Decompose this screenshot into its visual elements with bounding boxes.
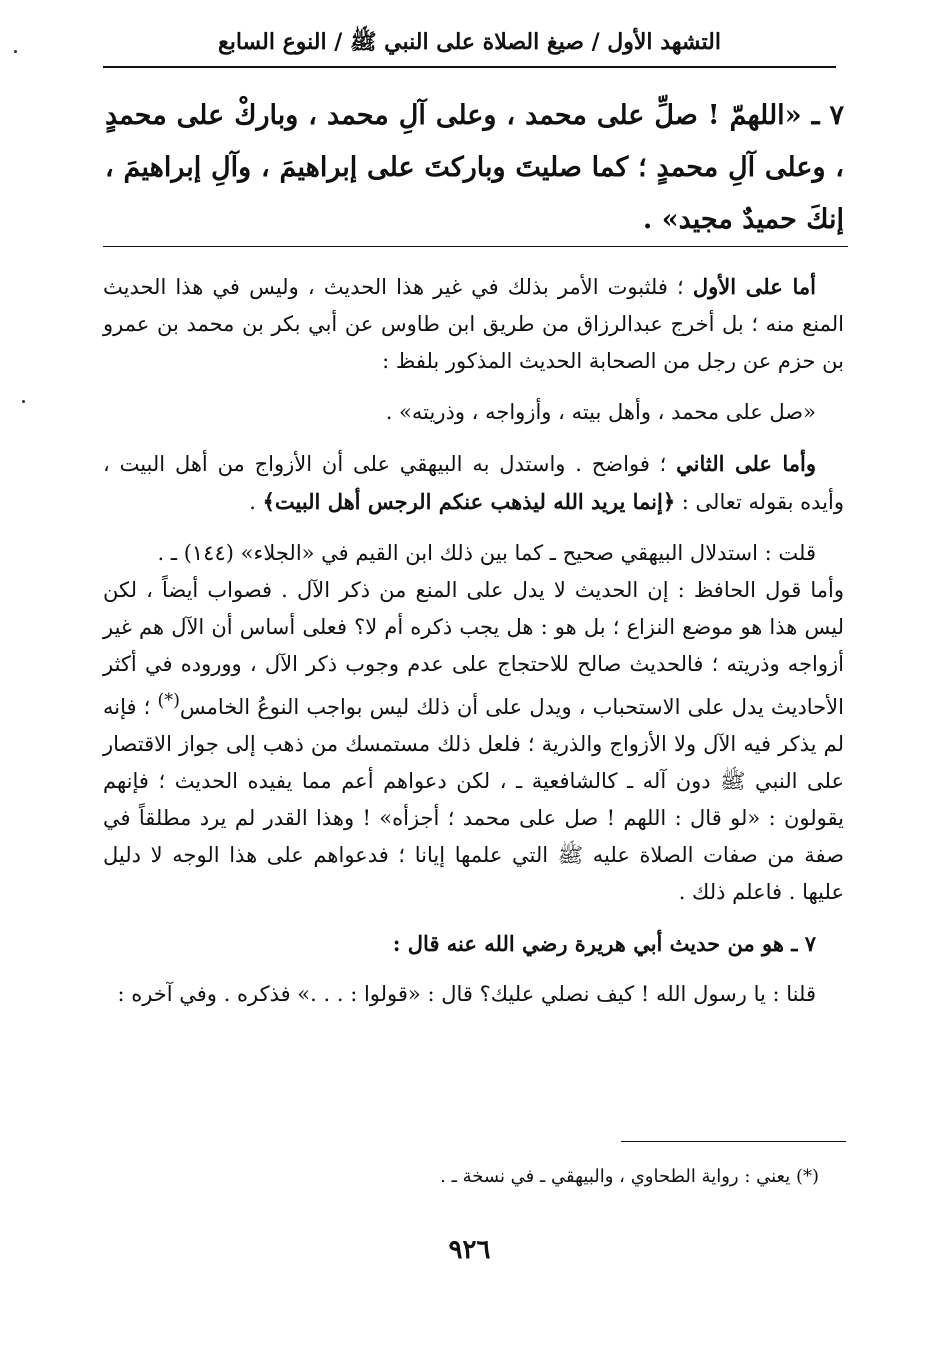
paragraph-text: ؛ فواضح . واستدل به البيهقي على أن الأزواج من أهل البيت ، وأيده بقوله تعالى :: [103, 452, 844, 514]
scan-speck: [22, 400, 25, 403]
quran-quote: ﴿إنما يريد الله ليذهب عنكم الرجس أهل البيت﴾: [262, 489, 676, 514]
paragraph-lead: وأما على الثاني: [676, 451, 817, 476]
note-text-a: وأما قول الحافظ : إن الحديث لا يدل على المنع من ذكر الآل . فصواب أيضاً ، لكن ليس هذا هو موضع النزاع ؛ بل هو : هل يجب ذكره أم لا؟ فعلى أساس أن الآل هم غير أزواجه وذريته ؛ فالحديث صالح للاحتجاج على عدم وجوب ذكر الآل ، ووروده في أكثر الأحاديث يدل على الاستحباب ، ويدل على أن ذلك ليس بواجب النوعُ الخامس: [103, 578, 844, 719]
footnote: (*) يعني : رواية الطحاوي ، والبيهقي ـ في نسخة ـ .: [440, 1166, 819, 1187]
paragraph-end: .: [249, 490, 263, 514]
paragraph-lead: أما على الأول: [692, 274, 816, 299]
hadith-text: ٧ ـ «اللهمّ ! صلِّ على محمد ، وعلى آلِ محمد ، وباركْ على محمدٍ ، وعلى آلِ محمدٍ ؛ كما صليتَ وباركتَ على إبراهيمَ ، وآلِ إبراهيمَ ، إنكَ حميدٌ مجيد» .: [105, 100, 844, 235]
paragraph-note: [103, 535, 844, 911]
hadith-seven-intro: ٧ ـ هو من حديث أبي هريرة رضي الله عنه قال :: [392, 931, 816, 956]
commentary: [103, 268, 844, 1027]
footnote-rule: [621, 1141, 846, 1142]
footnote-marker[interactable]: (*): [157, 691, 180, 711]
header-rule: [103, 66, 836, 68]
running-header: التشهد الأول / صيغ الصلاة على النبي ﷺ / النوع السابع: [218, 29, 721, 55]
hadith-separator-rule: [103, 246, 848, 247]
note-line: قلت : استدلال البيهقي صحيح ـ كما بين ذلك ابن القيم في «الجلاء» (١٤٤) ـ .: [157, 541, 816, 565]
page-number: ٩٢٦: [448, 1235, 491, 1265]
quote-text: «صل على محمد ، وأهل بيته ، وأزواجه ، وذريته» .: [385, 400, 816, 424]
paragraph-first: [103, 268, 844, 380]
hadith-seven-text: قلنا : يا رسول الله ! كيف نصلي عليك؟ قال : «قولوا : . . .» فذكره . وفي آخره :: [117, 982, 816, 1006]
paragraph-text: ؛ فلثبوت الأمر بذلك في غير هذا الحديث ، وليس في هذا الحديث المنع منه ؛ بل أخرج عبدالرزاق من طريق ابن طاوس عن أبي بكر بن محمد بن عمرو بن حزم عن رجل من الصحابة الحديث المذكور بلفظ :: [103, 275, 844, 373]
quoted-wording: [103, 394, 844, 431]
scan-speck: [14, 50, 17, 53]
paragraph-second: [103, 445, 844, 521]
note-text-b: ؛ فإنه لم يذكر فيه الآل ولا الأزواج والذرية ؛ فلعل ذلك مستمسك من ذهب إلى جواز الاقتصار على النبي ﷺ دون آله ـ كالشافعية ـ ، لكن دعواهم أعم مما يفيده الحديث ؛ فإنهم يقولون : «لو قال : اللهم ! صل على محمد ؛ أجزأه» ! وهذا القدر لم يرد مطلقاً في صفة من صفات الصلاة عليه ﷺ التي علمها إيانا ؛ فدعواهم على هذا الوجه لا دليل عليها . فاعلم ذلك .: [103, 695, 844, 904]
